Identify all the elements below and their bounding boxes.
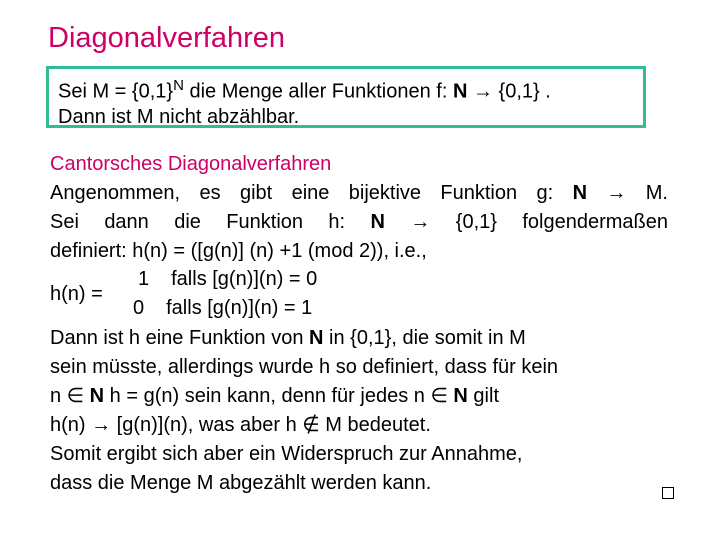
proof-line-9: dass die Menge M abgezählt werden kann. bbox=[50, 472, 432, 494]
case-value: 0 bbox=[133, 297, 145, 319]
page-title: Diagonalverfahren bbox=[48, 22, 285, 54]
proof-text: → M. bbox=[587, 182, 668, 204]
natural-numbers-symbol: N bbox=[309, 327, 324, 349]
case-condition: falls [g(n)](n) = 1 bbox=[166, 297, 313, 319]
proof-text: Angenommen, es gibt eine bijektive Funktion g: bbox=[50, 182, 573, 204]
proof-line-1 bbox=[50, 179, 668, 208]
natural-numbers-symbol: N bbox=[370, 211, 385, 233]
proof-line-5: sein müsste, allerdings wurde h so definiert, dass für kein bbox=[50, 356, 559, 378]
case-condition: falls [g(n)](n) = 0 bbox=[171, 268, 318, 290]
proof-text: Dann ist h eine Funktion von bbox=[50, 327, 310, 349]
theorem-box bbox=[46, 66, 646, 128]
theorem-line-2: Dann ist M nicht abzählbar. bbox=[58, 105, 300, 128]
proof-heading: Cantorsches Diagonalverfahren bbox=[50, 153, 332, 175]
arrow-symbol: → bbox=[467, 80, 499, 103]
proof-line-6 bbox=[50, 382, 668, 411]
case-row-1 bbox=[138, 265, 317, 294]
natural-numbers-symbol: N bbox=[572, 182, 588, 204]
case-definition bbox=[50, 266, 668, 324]
proof-text: Sei dann die Funktion h: bbox=[50, 211, 371, 233]
natural-numbers-symbol: N bbox=[453, 385, 468, 407]
proof-text: in {0,1}, die somit in M bbox=[323, 327, 526, 349]
proof-line-2 bbox=[50, 208, 668, 237]
natural-numbers-symbol: N bbox=[452, 80, 468, 103]
proof-line-8: Somit ergibt sich aber ein Widerspruch zur Annahme, bbox=[50, 443, 523, 465]
theorem-text: {0,1} . bbox=[498, 80, 551, 103]
proof-text: n ∈ bbox=[50, 385, 90, 407]
case-row-2 bbox=[133, 294, 312, 323]
theorem-line-1 bbox=[58, 73, 643, 105]
superscript-n: N bbox=[173, 77, 184, 94]
case-value: 1 bbox=[138, 268, 150, 290]
natural-numbers-symbol: N bbox=[89, 385, 105, 407]
theorem-text: Sei M = {0,1} bbox=[58, 80, 174, 103]
case-lhs: h(n) = bbox=[50, 283, 103, 305]
proof-text: → {0,1} folgendermaßen bbox=[384, 211, 668, 233]
theorem-text: die Menge aller Funktionen f: bbox=[183, 80, 453, 103]
proof-text: gilt bbox=[467, 385, 499, 407]
proof-text: h = g(n) sein kann, denn für jedes n ∈ bbox=[104, 385, 454, 407]
proof-line-4 bbox=[50, 324, 668, 353]
proof-line-7: h(n) → [g(n)](n), was aber h ∉ M bedeutet. bbox=[50, 414, 431, 436]
proof-section bbox=[50, 150, 668, 498]
proof-line-3: definiert: h(n) = ([g(n)] (n) +1 (mod 2)), i.e., bbox=[50, 240, 427, 262]
qed-box-icon bbox=[662, 487, 674, 499]
